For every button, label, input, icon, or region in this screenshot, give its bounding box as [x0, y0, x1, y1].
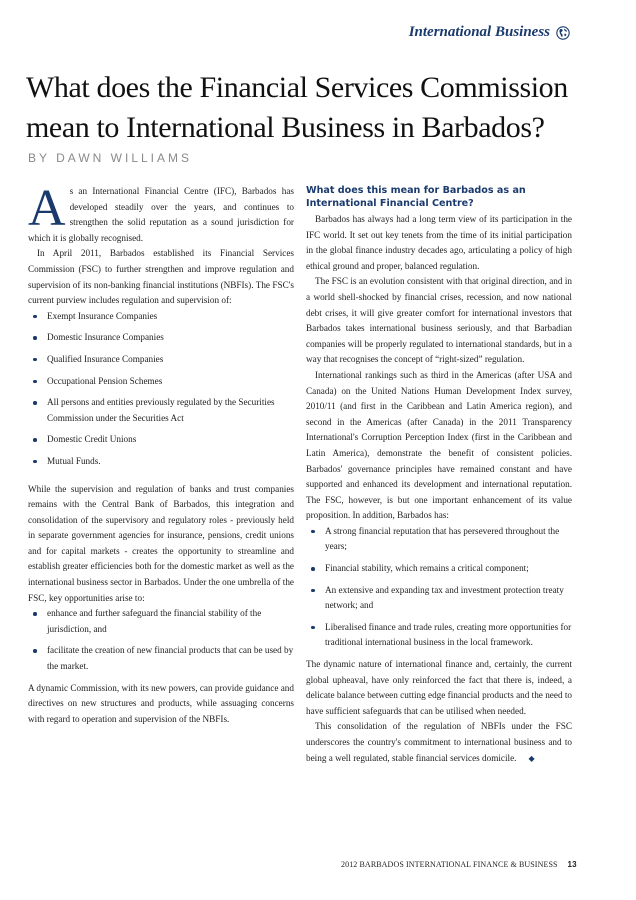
opportunities-list — [28, 606, 294, 674]
paragraph: In April 2011, Barbados established its Financial Services Commission (FSC) to further strengthen and improve regulation and supervision of its non-banking financial institutions (NBFIs). The FSC's current purview includes regulation and supervision of: — [28, 248, 294, 306]
publication-name: 2012 BARBADOS INTERNATIONAL FINANCE & BUSINESS — [341, 860, 558, 869]
list-item: A strong financial reputation that has persevered throughout the years; — [306, 524, 572, 555]
dropcap: A — [28, 180, 66, 237]
list-item: Domestic Credit Unions — [28, 432, 294, 448]
page-footer — [341, 860, 577, 869]
section-header — [409, 24, 570, 41]
end-mark-icon: ◆ — [528, 753, 535, 763]
closing-paragraph: This consolidation of the regulation of NBFIs under the FSC underscores the country's commitment to international business and to being a well regulated, stable financial services domicile. ◆ — [306, 719, 572, 766]
article-title: What does the Financial Services Commission mean to International Business in Barbados? — [26, 71, 568, 144]
paragraph: International rankings such as third in the Americas (after USA and Canada) on the United Nations Human Development Index survey, 2010/11 (and first in the Caribbean and Latin America region), and second in the Americas (after Canada) in the 2011 Transparency International's Corruption Perception Index (first in the Caribbean and Latin America), demonstrate the benefit of consistent policies. Barbados' governance principles have remained constant and have supported and enhanced its development and international reputation. The FSC, however, is but one important enhancement of its value proposition. In addition, Barbados has: — [306, 369, 572, 521]
left-column — [28, 180, 294, 727]
list-item: Qualified Insurance Companies — [28, 352, 294, 368]
list-item: Mutual Funds. — [28, 454, 294, 470]
list-item: enhance and further safeguard the financial stability of the jurisdiction, and — [28, 606, 294, 637]
paragraph: While the supervision and regulation of banks and trust companies remains with the Central Bank of Barbados, this integration and consolidation of the supervisory and regulatory roles - previously held in separate government agencies for insurance, pensions, credit unions and for capital markets - creates the opportunity to streamline and establish greater efficiencies both for the domestic market as well as the international business sector in Barbados. Under the one umbrella of the FSC, key opportunities arise to: — [28, 483, 294, 603]
purview-list — [28, 309, 294, 470]
byline: BY DAWN WILLIAMS — [28, 151, 193, 165]
paragraph: Barbados has always had a long term view of its participation in the IFC world. It set out key tenets from the time of its initial participation in the global finance industry decades ago, articulating a policy of high ethical ground and proper, balanced regulation. — [306, 214, 572, 271]
list-item: facilitate the creation of new financial products that can be used by the market. — [28, 643, 294, 674]
subheading: What does this mean for Barbados as an International Financial Centre? — [306, 185, 526, 209]
right-column — [306, 184, 572, 766]
list-item: Exempt Insurance Companies — [28, 309, 294, 325]
section-label: International Business — [408, 24, 550, 40]
page-number: 13 — [567, 860, 577, 869]
paragraph: A dynamic Commission, with its new powers, can provide guidance and directives on new structures and products, while assuaging concerns with regard to operation and supervision of the NBFIs. — [28, 682, 294, 724]
intro-paragraph: As an International Financial Centre (IFC), Barbados has developed steadily over the years, and continues to strengthen the solid reputation as a sound jurisdiction for which it is globally recognised. — [28, 180, 294, 243]
strengths-list — [306, 524, 572, 651]
paragraph: The dynamic nature of international finance and, certainly, the current global upheaval, have only reinforced the fact that there is, indeed, a delicate balance between cutting edge financial products and the need to have sufficient safeguards that can be utilised when needed. — [306, 659, 572, 716]
globe-icon — [556, 26, 570, 40]
list-item: Financial stability, which remains a critical component; — [306, 561, 572, 577]
list-item: Occupational Pension Schemes — [28, 374, 294, 390]
paragraph: The FSC is an evolution consistent with that original direction, and in a world shell-shocked by financial crises, recession, and now national debt crises, it will give greater comfort for international investors that Barbados takes international business seriously, and that Barbadian companies will be properly regulated to international standards, but in a way that recognises the concept of “right-sized” regulation. — [306, 276, 572, 365]
list-item: Liberalised finance and trade rules, creating more opportunities for traditional international business in the local framework. — [306, 620, 572, 651]
list-item: All persons and entities previously regulated by the Securities Commission under the Securities Act — [28, 395, 294, 426]
list-item: An extensive and expanding tax and investment protection treaty network; and — [306, 583, 572, 614]
list-item: Domestic Insurance Companies — [28, 330, 294, 346]
